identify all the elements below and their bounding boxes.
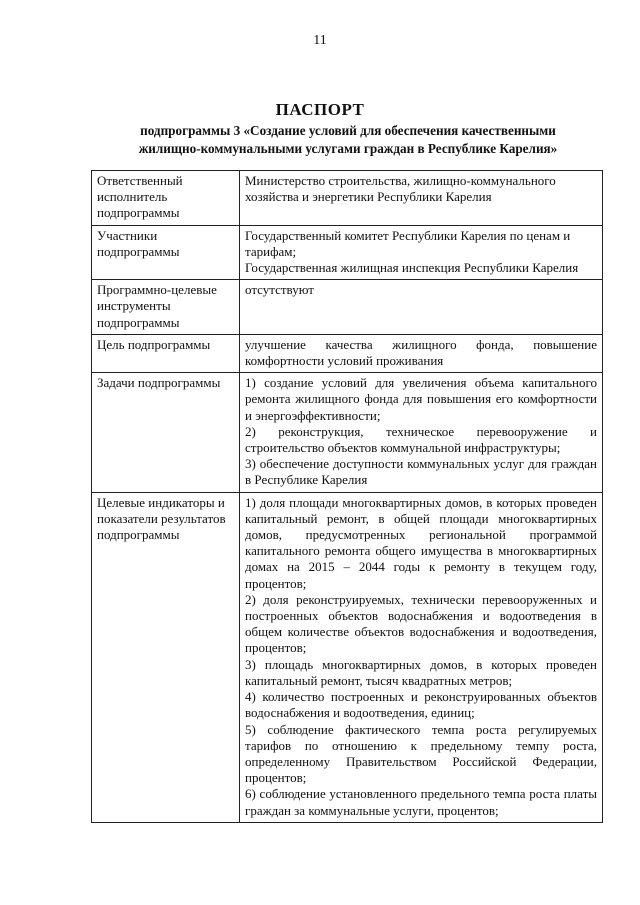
row-value-paragraph: 4) количество построенных и реконструированных объектов водоснабжения и водоотведения, единиц; bbox=[245, 689, 597, 721]
row-value-paragraph: 1) доля площади многоквартирных домов, в которых проведен капитальный ремонт, в общей площади многоквартирных домов, предусмотренных региональной программой капитального ремонта общего имущества в многоквартирных домах на 2015 – 2044 годы к ремонту в текущем году, процентов; bbox=[245, 494, 597, 591]
subtitle-line-1: подпрограммы 3 «Создание условий для обеспечения качественными bbox=[140, 123, 556, 138]
row-value-paragraph: 2) реконструкция, техническое перевооружение и строительство объектов коммунальной инфраструктуры; bbox=[245, 423, 597, 456]
table-row-responsible bbox=[92, 171, 603, 226]
row-value-paragraph: 3) обеспечение доступности коммунальных услуг для граждан в Республике Карелия bbox=[245, 456, 597, 488]
row-value-paragraph: отсутствуют bbox=[245, 282, 314, 298]
row-value bbox=[240, 492, 603, 822]
document-subtitle bbox=[94, 122, 602, 158]
row-label: Цель подпрограммы bbox=[92, 334, 240, 372]
row-value bbox=[240, 280, 603, 335]
row-value-paragraph: 1) создание условий для увеличения объема капитального ремонта жилищного фонда для повышения его комфортности и энергоэффективности; bbox=[245, 375, 597, 423]
passport-table bbox=[91, 170, 603, 823]
row-value bbox=[240, 334, 603, 372]
row-value-paragraph: 2) доля реконструируемых, технически перевооруженных и построенных объектов водоснабжения и водоотведения в общем количестве объектов водоснабжения и водоотведения, процентов; bbox=[245, 591, 597, 656]
page-number: 11 bbox=[313, 33, 327, 48]
row-value-paragraph: Министерство строительства, жилищно-коммунального хозяйства и энергетики Республики Карелия bbox=[245, 173, 556, 205]
table-row-tasks bbox=[92, 373, 603, 492]
row-label: Задачи подпрограммы bbox=[92, 373, 240, 492]
row-label: Ответственный исполнитель подпрограммы bbox=[92, 171, 240, 226]
row-label: Программно-целевые инструменты подпрограммы bbox=[92, 280, 240, 335]
row-value-paragraph: 6) соблюдение установленного предельного темпа роста платы граждан за коммунальные услуги, процентов; bbox=[245, 786, 597, 818]
document-title: ПАСПОРТ bbox=[275, 100, 365, 119]
table-row-goal bbox=[92, 334, 603, 372]
table-row-participants bbox=[92, 225, 603, 280]
row-value-paragraph: улучшение качества жилищного фонда, повышение комфортности условий проживания bbox=[245, 336, 597, 369]
row-value-paragraph: Государственный комитет Республики Карелия по ценам и тарифам; bbox=[245, 227, 571, 259]
row-label: Участники подпрограммы bbox=[92, 225, 240, 280]
subtitle-line-2: жилищно-коммунальными услугами граждан в Республике Карелия» bbox=[138, 141, 558, 156]
table-row-indicators bbox=[92, 492, 603, 822]
row-value-paragraph: 3) площадь многоквартирных домов, в которых проведен капитальный ремонт, тысяч квадратных метров; bbox=[245, 656, 597, 688]
row-value bbox=[240, 373, 603, 492]
row-value-paragraph: 5) соблюдение фактического темпа роста регулируемых тарифов по отношению к предельному темпу роста, определенному Правительством Российской Федерации, процентов; bbox=[245, 721, 597, 786]
row-value bbox=[240, 171, 603, 226]
row-label: Целевые индикаторы и показатели результатов подпрограммы bbox=[92, 492, 240, 822]
row-value bbox=[240, 225, 603, 280]
row-value-paragraph: Государственная жилищная инспекция Республики Карелия bbox=[245, 260, 579, 276]
table-row-instruments bbox=[92, 280, 603, 335]
